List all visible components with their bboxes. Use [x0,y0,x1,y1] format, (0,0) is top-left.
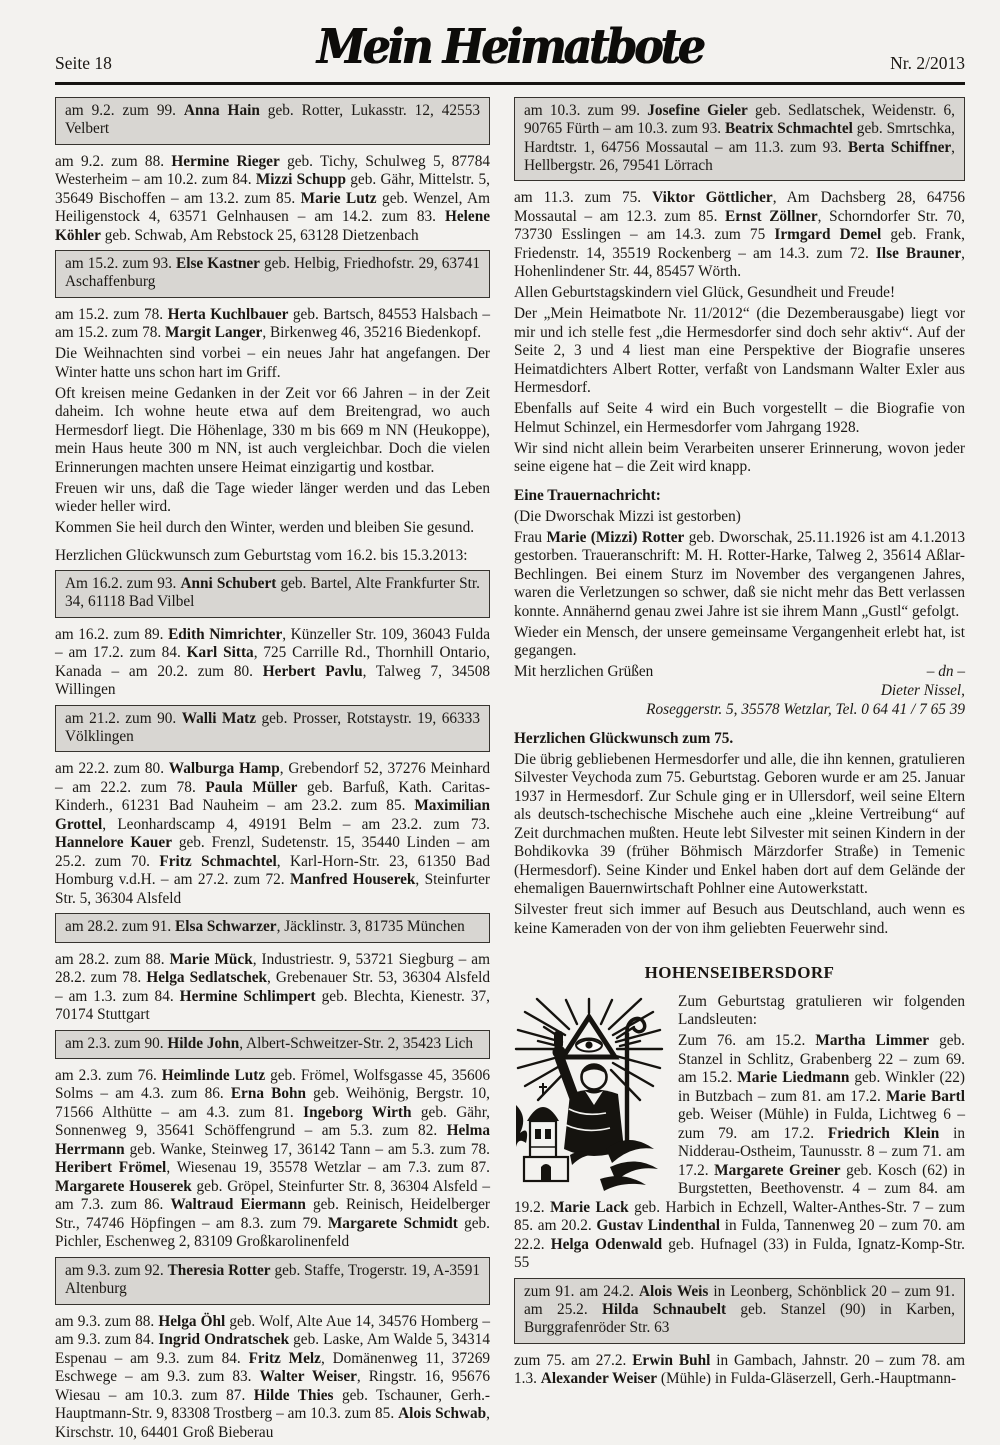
birthday-highlight-box: am 2.3. zum 90. Hilde John, Albert-Schweitzer-Str. 2, 35423 Lich [55,1030,490,1059]
obituary-heading: Eine Trauernachricht: [514,486,661,504]
birthday-list-paragraph: am 15.2. zum 78. Herta Kuchlbauer geb. Bartsch, 84553 Halsbach – am 15.2. zum 78. Margit Langer, Birkenweg 46, 35216 Biedenkopf. [55,305,490,342]
right-column [514,96,965,1445]
saint-woodcut-illustration [514,997,664,1193]
birthday-list-paragraph: am 11.3. zum 75. Viktor Göttlicher, Am Dachsberg 28, 64756 Mossautal – am 12.3. zum 85. Ernst Zöllner, Schorndorfer Str. 70, 73730 Esslingen – am 14.3. zum 75 Irmgard Demel geb. Frank, Friedenstr. 14, 35519 Rockenberg – am 14.3. zum 72. Ilse Brauner, Hohenlindener Str. 44, 85457 Wörth. [514,189,966,281]
obituary-paragraph: Frau Marie (Mizzi) Rotter geb. Dworschak, 25.11.1926 ist am 4.1.2013 gestorben. Traueranschrift: M. H. Rotter-Harke, Talweg 2, 35614 Aßlar-Bechlingen. Bei einem Sturz im November des vergangenen Jahres, waren die Verletzungen so schwer, daß sie nicht mehr das Bett verlassen konnte. Annähernd genau zwei Jahre ist sie ihrem Mann „Gustl“ gefolgt. [514,528,966,620]
editorial-paragraph: Oft kreisen meine Gedanken in der Zeit vor 66 Jahren – in der Zeit daheim. Ich wohne heute etwa auf dem Breitengrad, wo auch Hermesdorf liegt. Die Höhenlage, 330 m bis 669 m NN (Heukoppe), mein Haus heute 300 m NN, ist auch vergleichbar. Doch die vielen Erinnerungen machten unsere Heimat einzigartig und kostbar. [55,384,490,476]
birthday-list-paragraph: am 16.2. zum 89. Edith Nimrichter, Künzeller Str. 109, 36043 Fulda – am 17.2. zum 84. Karl Sitta, 725 Carrille Rd., Thornhill Ontario, Kanada – am 20.2. zum 80. Herbert Pavlu, Talweg 7, 34508 Willingen [55,625,491,699]
hohenseibersdorf-list: Zum 76. am 15.2. Martha Limmer geb. Stanzel in Schlitz, Grabenberg 22 – zum 69. am 15.2. Marie Liedmann geb. Winkler (22) in Butzbach – zum 81. am 17.2. Marie Bartl geb. Weiser (Mühle) in Fulda, Lichtweg 6 – zum 79. am 17.2. Friedrich Klein in Nidderau-Ostheim, Taunusstr. 8 – zum 71. am 17.2. Margarete Greiner geb. Kosch (62) in Burgstetten, Beethovenstr. 4 – zum 84. am 19.2. Marie Lack geb. Harbich in Echzell, Walter-Anthes-Str. 7 – zum 85. am 20.2. Gustav Lindenthal in Fulda, Tannenweg 20 – zum 70. am 22.2. Helga Odenwald geb. Hufnagel (33) in Fulda, Ignatz-Komp-Str. 55 [514,1032,966,1272]
hohenseibersdorf-block [514,993,965,1273]
birthday-list-paragraph: am 9.2. zum 88. Hermine Rieger geb. Tichy, Schulweg 5, 87784 Westerheim – am 10.2. zum 84. Mizzi Schupp geb. Gähr, Mittelstr. 5, 35649 Bischoffen – am 13.2. zum 85. Marie Lutz geb. Wenzel, Am Heiligenstock 4, 63571 Gelnhausen – am 14.2. zum 83. Helene Köhler geb. Schwab, Am Rebstock 25, 63128 Dietzenbach [55,152,491,244]
editorial-paragraph: Freuen wir uns, daß die Tage wieder länger werden und das Leben wieder heller wird. [55,479,490,516]
birthday-list-paragraph: am 28.2. zum 88. Marie Mück, Industriestr. 9, 53721 Siegburg – am 28.2. zum 78. Helga Sedlatschek, Grebenauer Str. 53, 36304 Alsfeld – am 1.3. zum 84. Hermine Schlimpert geb. Blechta, Kienestr. 37, 70174 Stuttgart [55,950,490,1024]
birthday-list-paragraph: zum 75. am 27.2. Erwin Buhl in Gambach, Jahnstr. 20 – zum 78. am 1.3. Alexander Weiser (Mühle) in Fulda-Gläserzell, Gerh.-Hauptmann- [514,1351,965,1388]
birthday-highlight-box: am 28.2. zum 91. Elsa Schwarzer, Jäcklinstr. 3, 81735 München [55,913,490,942]
birthday-highlight-box: am 9.3. zum 92. Theresia Rotter geb. Staffe, Trogerstr. 19, A-3591 Altenburg [55,1257,490,1305]
birthday-highlight-box: Am 16.2. zum 93. Anni Schubert geb. Bartel, Alte Frankfurter Str. 34, 61118 Bad Vilbel [55,570,490,618]
signature-address: Roseggerstr. 5, 35578 Wetzlar, Tel. 0 64 41 / 7 65 39 [646,701,965,719]
birthday-highlight-box: am 10.3. zum 99. Josefine Gieler geb. Sedlatschek, Weidenstr. 6, 90765 Fürth – am 10.3. zum 93. Beatrix Schmachtel geb. Smrtschka, Hardtstr. 1, 64756 Mossautal – am 11.3. zum 93. Berta Schiffner, Hellbergstr. 26, 79541 Lörrach [514,97,965,181]
obituary-paragraph: Wieder ein Mensch, der unsere gemeinsame Vergangenheit erlebt hat, ist gegangen. [514,623,965,660]
editorial-paragraph: Allen Geburtstagskindern viel Glück, Gesundheit und Freude! [514,284,896,302]
editorial-paragraph: Die Weihnachten sind vorbei – ein neues Jahr hat angefangen. Der Winter hatte uns schon hart im Griff. [55,345,490,381]
editorial-paragraph: Wir sind nicht allein beim Verarbeiten unserer Erinnerung, wovon jeder seine eigene hat – die Zeit wird knapp. [514,439,965,476]
hohenseibersdorf-intro: Zum Geburtstag gratulieren wir folgenden Landsleuten: [678,992,965,1029]
congratulations-intro-line: Herzlichen Glückwunsch zum Geburtstag vom 16.2. bis 15.3.2013: [55,546,468,564]
veychoda-paragraph: Die übrig gebliebenen Hermesdorfer und alle, die ihn kennen, gratulieren Silvester Veychoda zum 75. Geburtstag. Geboren wurde er am 25. Januar 1937 in Hermesdorf. Zur Schule ging er in Ullersdorf, weil seine Eltern als deutsch-tschechische Mischehe auch eine „kleine Vertreibung“ auf Zeit durchmachen mußten. Heute lebt Silvester mit seinen Kindern in der Bohdikovka 39 (früher Böhmisch Märzdorfer Straße) in Temenic (Hermesdorf). Seine Kinder und Enkel haben dort auf dem Gelände der ehemaligen Bauernwirtschaft Pohlner eine Autowerkstatt. [514,750,965,898]
veychoda-paragraph: Silvester freut sich immer auf Besuch aus Deutschland, auch wenn es keine Kameraden von der von ihm geliebten Feuerwehr sind. [514,901,965,937]
page-number: Seite 18 [55,53,112,73]
editorial-paragraph: Kommen Sie heil durch den Winter, werden und bleiben Sie gesund. [55,519,475,537]
signature-greeting: Mit herzlichen Grüßen [514,663,654,681]
birthday-highlight-box: am 15.2. zum 93. Else Kastner geb. Helbig, Friedhofstr. 29, 63741 Aschaffenburg [55,250,490,298]
birthday-highlight-box: am 21.2. zum 90. Walli Matz geb. Prosser, Rotstaystr. 19, 66333 Völklingen [55,705,490,753]
birthday-list-paragraph: am 9.3. zum 88. Helga Öhl geb. Wolf, Alte Aue 14, 34576 Homberg – am 9.3. zum 84. Ingrid Ondratschek geb. Laske, Am Walde 5, 34314 Espenau – am 9.3. zum 84. Fritz Melz, Domänenweg 11, 37269 Eschwege – am 9.3. zum 83. Walter Weiser, Ringstr. 16, 95676 Wiesau – am 10.3. zum 87. Hilde Thies geb. Tschauner, Gerh.-Hauptmann-Str. 9, 83308 Trostberg – am 10.3. zum 85. Alois Schwab, Kirschstr. 10, 64401 Groß Bieberau [55,1312,491,1441]
obituary-subline: (Die Dworschak Mizzi ist gestorben) [514,507,741,525]
birthday-highlight-box: zum 91. am 24.2. Alois Weis in Leonberg, Schönblick 20 – zum 91. am 25.2. Hilda Schnaubelt geb. Stanzel (90) in Karben, Burggrafenröder Str. 63 [514,1278,965,1344]
birthday-list-paragraph: am 2.3. zum 76. Heimlinde Lutz geb. Frömel, Wolfsgasse 45, 35606 Solms – am 4.3. zum 86. Erna Bohn geb. Weihönig, Bergstr. 10, 71566 Althütte – am 4.3. zum 81. Ingeborg Wirth geb. Gähr, Sonnenweg 9, 35641 Schöffengrund – am 5.3. zum 82. Helma Herrmann geb. Wanke, Steinweg 17, 36142 Tann – am 5.3. zum 78. Heribert Frömel, Wiesenau 19, 35578 Wetzlar – am 7.3. zum 87. Margarete Houserek geb. Gröpel, Steinfurter Str. 8, 36304 Alsfeld – am 7.3. zum 86. Waltraud Eiermann geb. Reinisch, Heidelberger Str., 74746 Höpfingen – am 8.3. zum 79. Margarete Schmidt geb. Pichler, Eschenweg 2, 83109 Großkarolinenfeld [55,1066,491,1251]
congratulations-75-heading: Herzlichen Glückwunsch zum 75. [514,729,734,747]
signature-initials: – dn – [926,663,965,681]
masthead-title: Mein Heimatbote [317,19,703,76]
two-column-layout [55,96,965,1445]
editorial-paragraph: Der „Mein Heimatbote Nr. 11/2012“ (die Dezemberausgabe) liegt vor mir und ich stelle fest „die Hermesdorfer sind doch sehr aktiv“. Auf der Seite 2, 3 und 4 liest man eine Perspektive der Biografie unseres Heimatdichters Albert Rotter, verfaßt von Landsmann Walter Exler aus Hermesdorf. [514,305,965,397]
birthday-list-paragraph: am 22.2. zum 80. Walburga Hamp, Grebendorf 52, 37276 Meinhard – am 22.2. zum 78. Paula Müller geb. Barfuß, Kath. Caritas-Kinderh., 61231 Bad Nauheim – am 23.2. zum 85. Maximilian Grottel, Leonhardscamp 4, 49191 Belm – am 23.2. zum 73. Hannelore Kauer geb. Frenzl, Sudetenstr. 15, 35440 Linden – am 25.2. zum 70. Fritz Schmachtel, Karl-Horn-Str. 23, 61350 Bad Homburg v.d.H. – am 27.2. zum 72. Manfred Houserek, Steinfurter Str. 5, 36304 Alsfeld [55,760,491,907]
left-column [55,96,490,1445]
issue-number: Nr. 2/2013 [890,53,965,73]
birthday-highlight-box: am 9.2. zum 99. Anna Hain geb. Rotter, Lukasstr. 12, 42553 Velbert [55,97,490,145]
page-header [55,10,965,85]
section-heading-hohenseibersdorf: HOHENSEIBERSDORF [644,963,835,983]
signature-name: Dieter Nissel, [880,681,965,699]
editorial-paragraph: Ebenfalls auf Seite 4 wird ein Buch vorgestellt – die Biografie von Helmut Schinzel, ein Hermesdorfer vom Jahrgang 1928. [514,400,965,436]
signature-row [514,663,965,682]
